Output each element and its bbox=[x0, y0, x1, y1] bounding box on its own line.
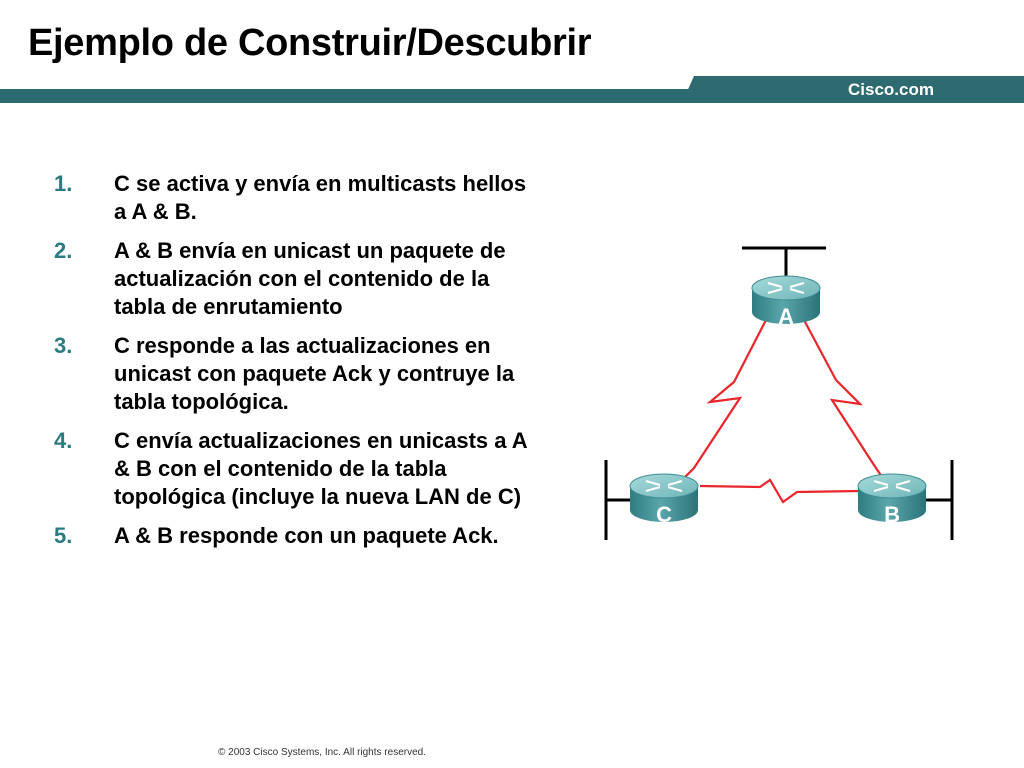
router-b bbox=[858, 474, 926, 527]
step-text: C se activa y envía en multicasts hellos a A & B. bbox=[114, 171, 527, 224]
step-number: 4. bbox=[54, 428, 73, 453]
step-number: 2. bbox=[54, 238, 73, 263]
slide-title: Ejemplo de Construir/Descubrir bbox=[28, 22, 592, 64]
router-c bbox=[630, 474, 698, 527]
router-a bbox=[752, 276, 820, 329]
router-label: A bbox=[778, 304, 794, 329]
lan-c bbox=[606, 460, 634, 540]
step-text: C envía actualizaciones en unicasts a A & B con el contenido de la tabla topológica (incluye la nueva LAN de C) bbox=[114, 428, 527, 509]
step-number: 3. bbox=[54, 333, 73, 358]
lan-b bbox=[922, 460, 952, 540]
serial-link-a-c bbox=[680, 320, 766, 482]
step-text: A & B responde con un paquete Ack. bbox=[114, 523, 499, 548]
step-number: 1. bbox=[54, 171, 73, 196]
footer bbox=[0, 747, 1024, 758]
step-number: 5. bbox=[54, 523, 73, 548]
serial-link-c-b bbox=[700, 480, 860, 502]
copyright-text: © 2003 Cisco Systems, Inc. All rights reserved. bbox=[217, 747, 426, 758]
step-text: C responde a las actualizaciones en unicast con paquete Ack y contruye la tabla topológica. bbox=[114, 333, 515, 414]
step-text: A & B envía en unicast un paquete de actualización con el contenido de la tabla de enrutamiento bbox=[114, 238, 506, 319]
router-label: B bbox=[884, 502, 900, 527]
cisco-brand: Cisco.com bbox=[848, 80, 934, 99]
router-label: C bbox=[656, 502, 672, 527]
serial-link-a-b bbox=[804, 320, 884, 480]
